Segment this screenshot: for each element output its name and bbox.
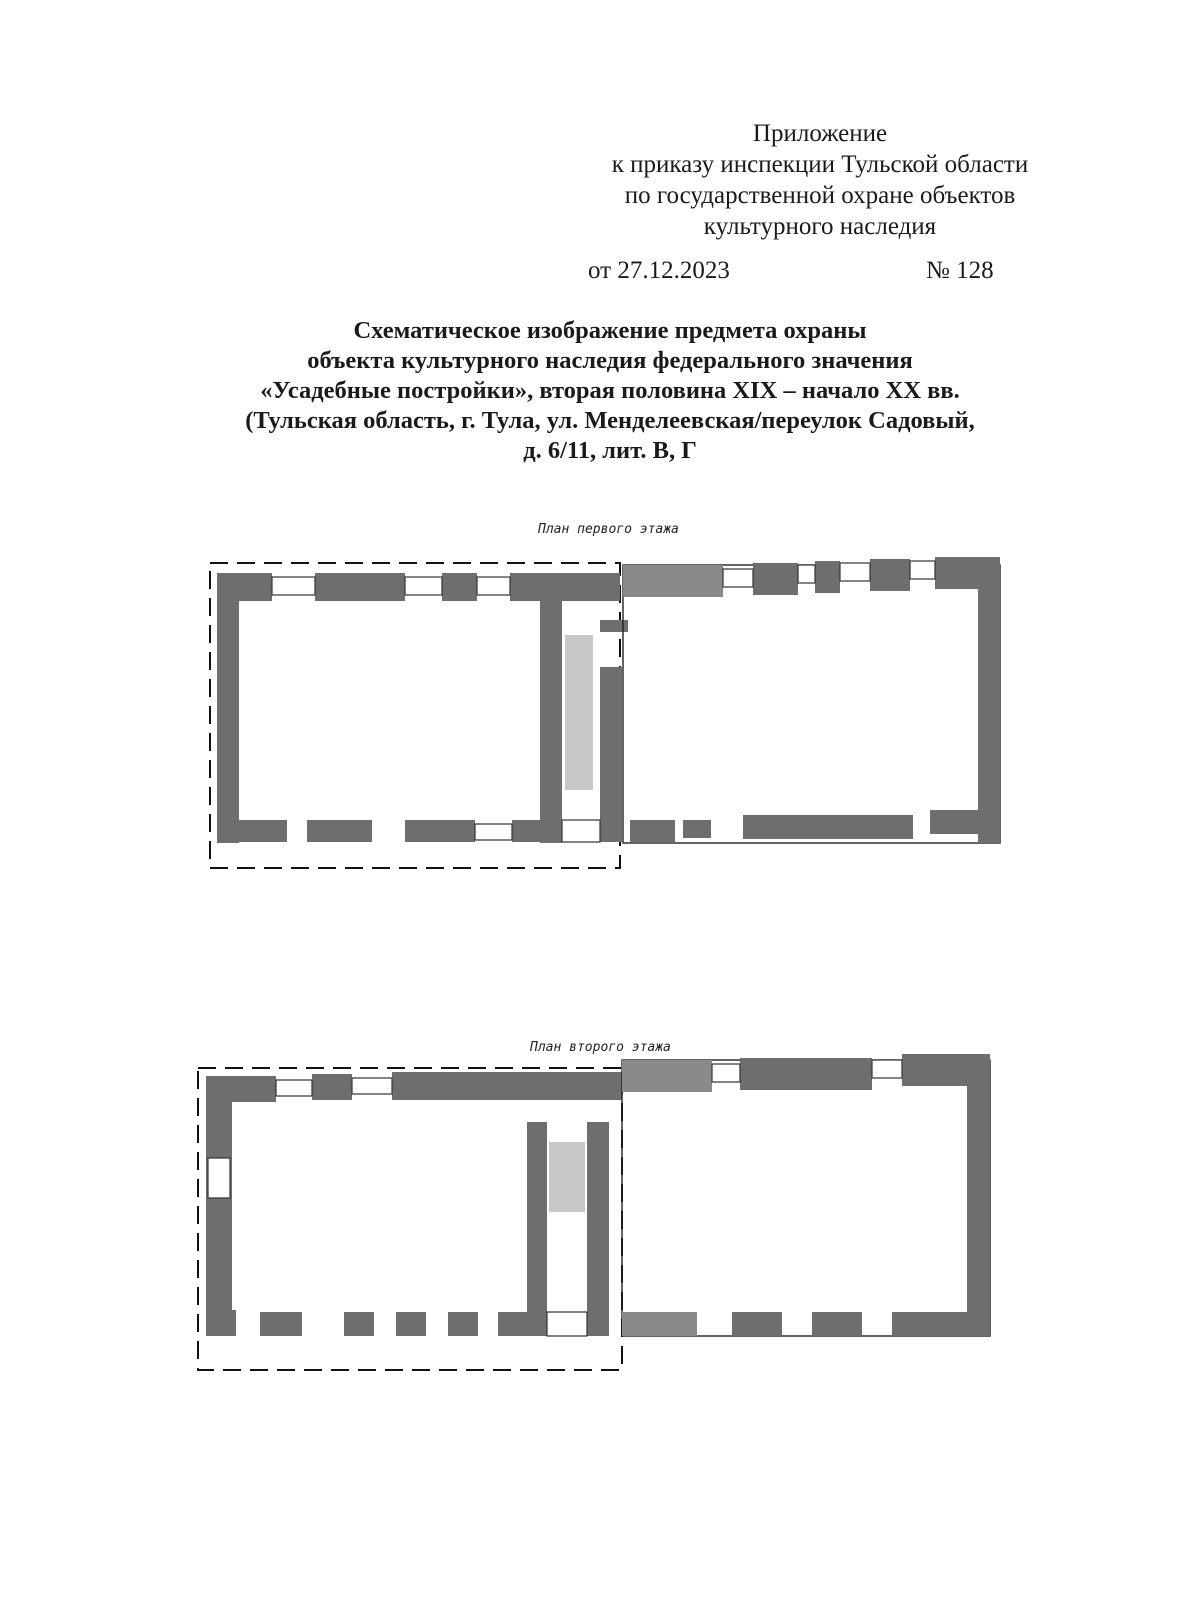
wall bbox=[870, 559, 910, 591]
wall bbox=[630, 820, 675, 842]
window bbox=[475, 824, 512, 840]
appendix-line: к приказу инспекции Тульской области bbox=[611, 151, 1029, 178]
first-floor-plan-label: План первого этажа bbox=[538, 522, 679, 537]
wall bbox=[600, 667, 622, 842]
wall bbox=[743, 815, 913, 839]
wall bbox=[217, 820, 287, 842]
wall bbox=[206, 1076, 232, 1336]
wall bbox=[978, 565, 1000, 843]
window bbox=[910, 561, 935, 579]
appendix-title: Приложение bbox=[752, 120, 888, 147]
window bbox=[405, 577, 442, 595]
wall bbox=[740, 1058, 872, 1090]
appendix-line: по государственной охране объектов bbox=[624, 182, 1016, 209]
wall bbox=[344, 1312, 374, 1336]
wall bbox=[732, 1312, 782, 1336]
wall bbox=[307, 820, 372, 842]
wall bbox=[217, 573, 239, 843]
title-line: Схематическое изображение предмета охраны bbox=[353, 317, 867, 344]
wall bbox=[315, 573, 405, 601]
window bbox=[723, 569, 753, 587]
first-floor-plan bbox=[205, 555, 1035, 885]
staircase bbox=[549, 1142, 585, 1212]
wall bbox=[527, 1122, 547, 1336]
title-line: (Тульская область, г. Тула, ул. Менделеевская/переулок Садовый, bbox=[245, 407, 975, 434]
wall bbox=[622, 1312, 697, 1336]
doorway bbox=[547, 1312, 587, 1336]
window bbox=[872, 1060, 902, 1078]
wall bbox=[623, 565, 723, 597]
wall bbox=[442, 573, 477, 601]
building-outline bbox=[623, 565, 1000, 843]
second-floor-plan-label: План второго этажа bbox=[530, 1040, 671, 1055]
window bbox=[352, 1078, 392, 1094]
wall bbox=[448, 1312, 478, 1336]
wall bbox=[206, 1310, 236, 1336]
wall bbox=[396, 1312, 426, 1336]
building-outline bbox=[622, 1060, 990, 1336]
staircase bbox=[565, 635, 593, 790]
wall bbox=[260, 1312, 302, 1336]
wall bbox=[967, 1060, 990, 1336]
wall bbox=[312, 1074, 352, 1100]
wall bbox=[930, 810, 1000, 834]
order-date: от 27.12.2023 bbox=[588, 257, 730, 284]
doorway bbox=[562, 820, 600, 842]
window bbox=[840, 563, 870, 581]
wall bbox=[512, 820, 562, 842]
wall bbox=[392, 1072, 622, 1100]
wall bbox=[753, 563, 798, 595]
window bbox=[276, 1080, 312, 1096]
wall bbox=[587, 1122, 609, 1336]
window bbox=[712, 1064, 740, 1082]
window bbox=[208, 1158, 230, 1198]
window bbox=[798, 565, 815, 583]
wall bbox=[600, 620, 628, 632]
wall bbox=[540, 573, 562, 843]
appendix-line: культурного наследия bbox=[703, 213, 937, 240]
wall bbox=[510, 573, 620, 601]
wall bbox=[812, 1312, 862, 1336]
window bbox=[477, 577, 510, 595]
window bbox=[272, 577, 315, 595]
appendix-header bbox=[560, 118, 1080, 242]
wall bbox=[498, 1312, 528, 1336]
title-line: «Усадебные постройки», вторая половина XIX – начало XX вв. bbox=[260, 377, 960, 404]
wall bbox=[622, 1060, 712, 1092]
order-number: № 128 bbox=[926, 257, 994, 284]
title-line: д. 6/11, лит. В, Г bbox=[523, 437, 697, 464]
document-title bbox=[150, 316, 1070, 466]
title-line: объекта культурного наследия федерального значения bbox=[307, 347, 913, 374]
wall bbox=[683, 820, 711, 838]
wall bbox=[405, 820, 475, 842]
wall bbox=[892, 1312, 990, 1336]
second-floor-plan bbox=[192, 1050, 1027, 1380]
wall bbox=[815, 561, 840, 593]
